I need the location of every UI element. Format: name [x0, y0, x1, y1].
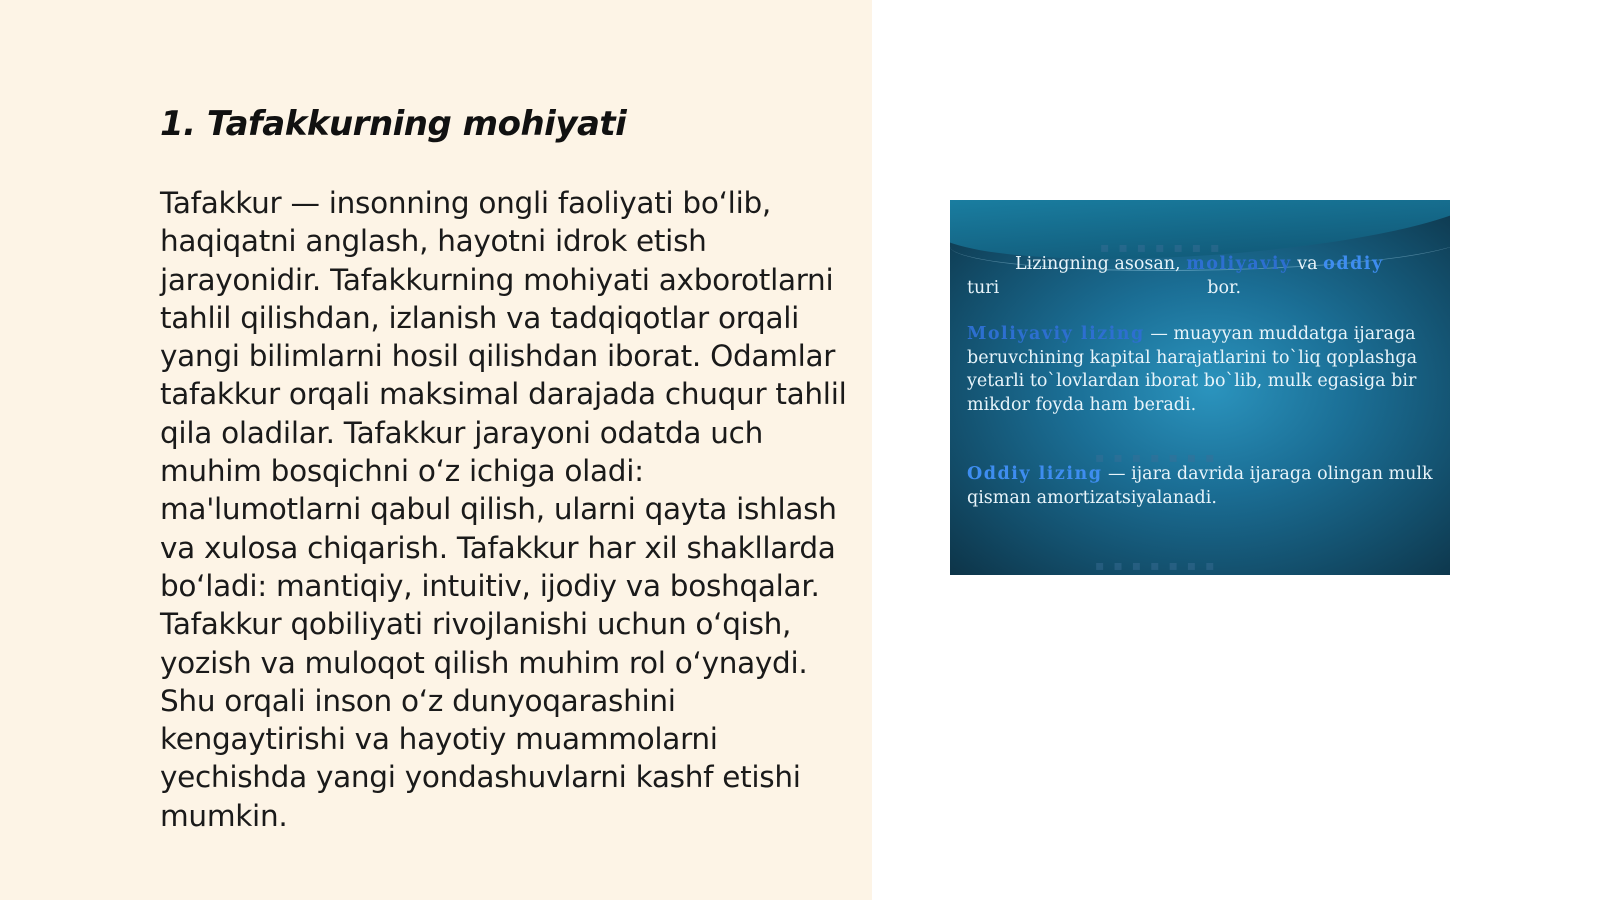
- intro-and: va: [1297, 254, 1318, 274]
- slide-body-text: Tafakkur — insonning ongli faoliyati bo‘lib, haqiqatni anglash, hayotni idrok etish jarayonidir. Tafakkurning mohiyati axborotlarni tahlil qilishdan, izlanish va tadqiqotlar orqali yangi bilimlarni hosil qilishdan iborat. Odamlar tafakkur orqali maksimal darajada chuqur tahlil qila oladilar. Tafakkur jarayoni odatda uch muhim bosqichni o‘z ichiga oladi: ma'lumotlarni qabul qilish, ularni qayta ishlash va xulosa chiqarish. Tafakkur har xil shakllarda bo‘ladi: mantiqiy, intuitiv, ijodiy va boshqalar. Tafakkur qobiliyati rivojlanishi uchun o‘qish, yozish va muloqot qilish muhim rol o‘ynaydi. Shu orqali inson o‘z dunyoqarashini kengaytirishi va hayotiy muammolarni yechishda yangi yondashuvlarni kashf etishi mumkin.: [160, 186, 847, 833]
- ghost-text-decoration: ▪ ▪ ▪ ▪ ▪ ▪ ▪: [1095, 450, 1217, 466]
- ghost-text-decoration: ▪ ▪ ▪ ▪ ▪ ▪ ▪: [1095, 558, 1217, 574]
- ghost-text-decoration: ▪ ▪ ▪ ▪ ▪ ▪ ▪: [1100, 240, 1222, 256]
- intro-line-2: [967, 277, 1437, 301]
- financial-leasing-term: Moliyaviy lizing: [967, 324, 1145, 344]
- slide-title: 1. Tafakkurning mohiyati: [160, 104, 627, 144]
- financial-leasing-desc: — muayyan muddatga ijaraga beruvchining kapital harajatlarini to`liq qoplashga yetarli to`lovlardan iborat bo`lib, mulk egasiga bir mikdor foyda ham beradi.: [967, 324, 1418, 415]
- intro-bor: bor.: [1207, 278, 1242, 298]
- highlight-financial: moliyaviy: [1186, 254, 1292, 274]
- intro-turi: turi: [967, 278, 1000, 298]
- simple-leasing-term: Oddiy lizing: [967, 464, 1103, 484]
- simple-leasing-desc: — ijara davrida ijaraga olingan mulk qisman amortizatsiyalanadi.: [967, 464, 1433, 508]
- financial-leasing-definition: [967, 323, 1437, 417]
- intro-line-1: [967, 253, 1384, 277]
- highlight-simple: oddiy: [1323, 254, 1384, 274]
- leasing-slide-image: [950, 200, 1450, 575]
- intro-text: Lizingning asosan,: [1015, 254, 1181, 274]
- simple-leasing-definition: [967, 463, 1437, 510]
